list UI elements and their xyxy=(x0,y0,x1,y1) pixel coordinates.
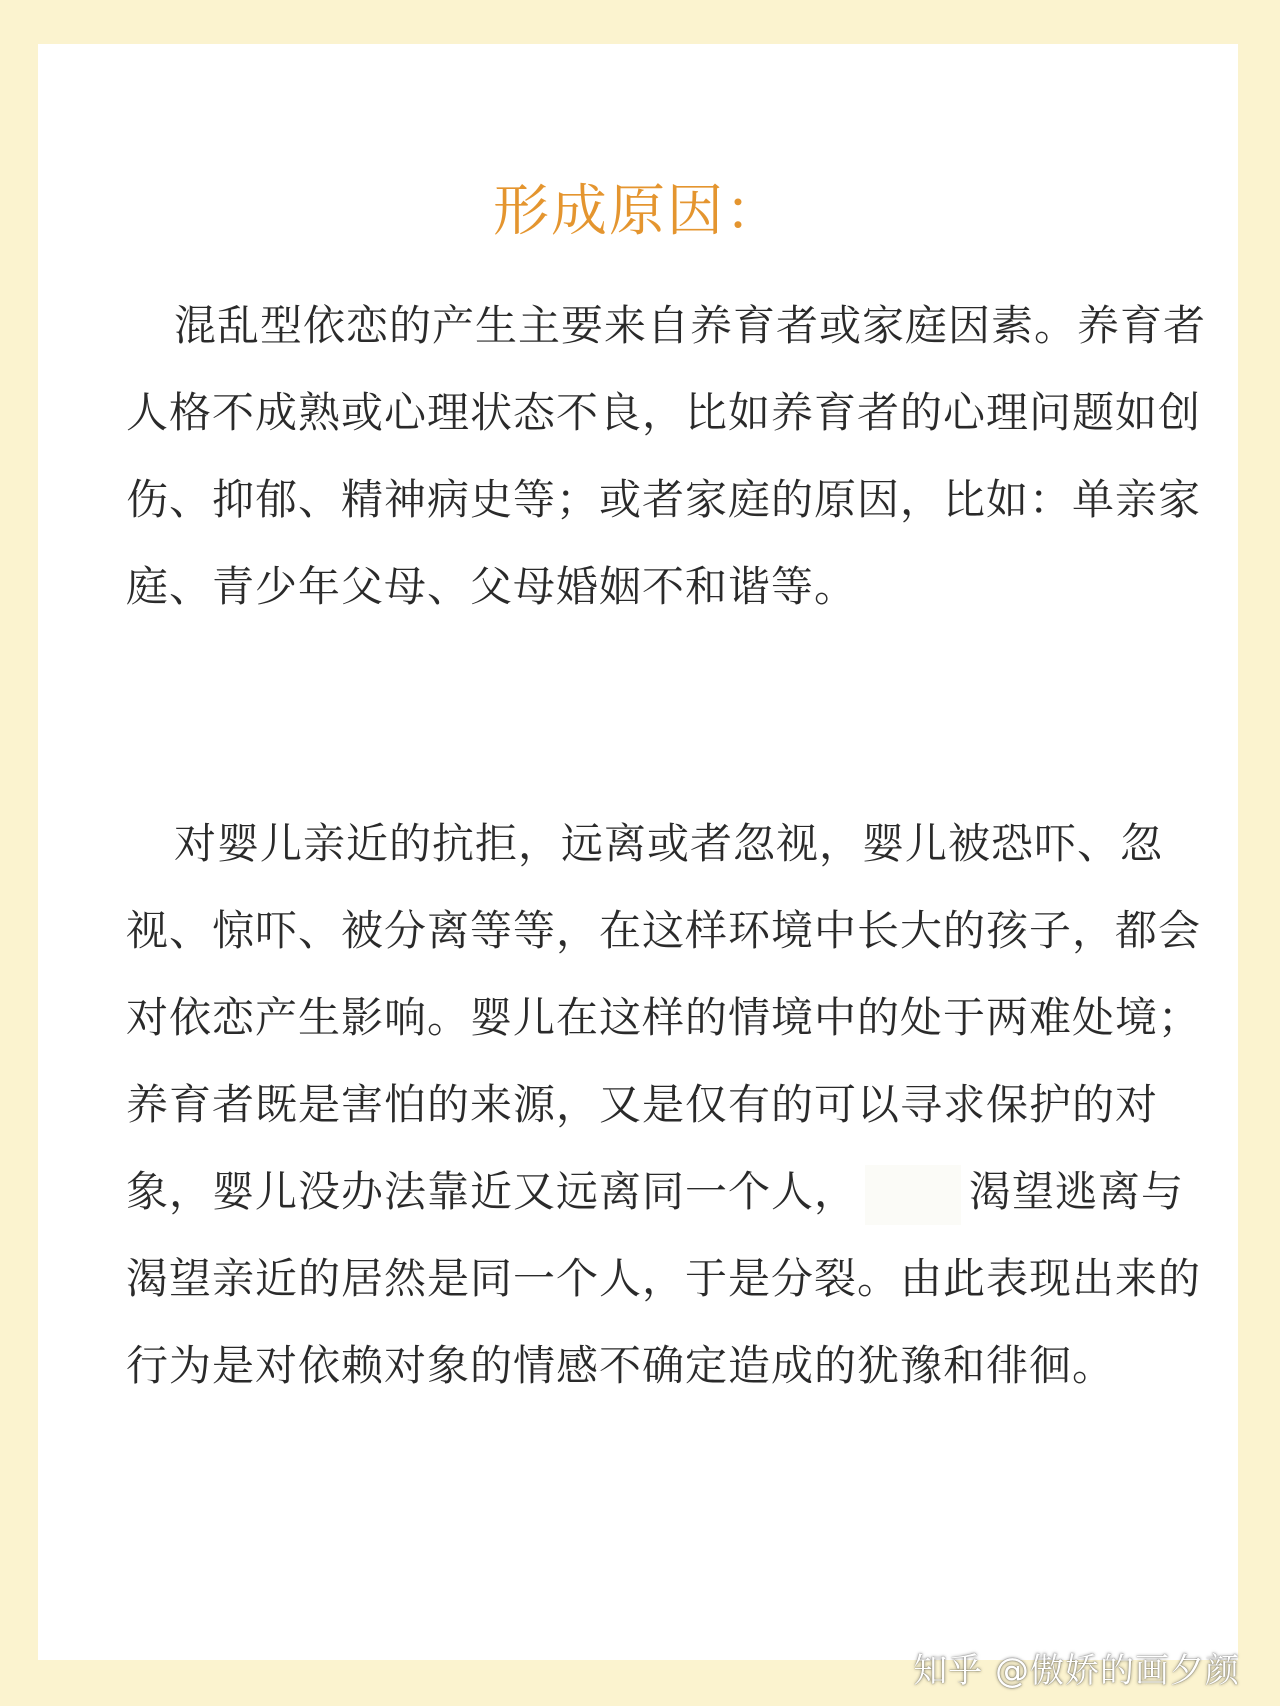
paragraph-2-text-a: 对婴儿亲近的抗拒，远离或者忽视，婴儿被恐吓、忽视、惊吓、被分离等等，在这样环境中长大的孩子，都会对依恋产生影响。婴儿在这样的情境中的处于两难处境；养育者既是害怕的来源，又是仅有的可以寻求保护的对象，婴儿没办法靠近又远离同一个人， xyxy=(126,819,1202,1216)
paragraph-2-text-b: 渴望逃离与渴望亲近的居然是同一个人，于是分裂。由此表现出来的行为是对依赖对象的情感不确定造成的犹豫和徘徊。 xyxy=(126,1167,1202,1390)
content-card xyxy=(38,44,1238,1660)
zhihu-watermark: 知乎 @傲娇的画夕颜 xyxy=(913,1651,1240,1691)
paragraph-1-text: 混乱型依恋的产生主要来自养育者或家庭因素。养育者人格不成熟或心理状态不良，比如养育者的心理问题如创伤、抑郁、精神病史等；或者家庭的原因，比如：单亲家庭、青少年父母、父母婚姻不和谐等。 xyxy=(126,301,1207,611)
paragraph-infant-experience xyxy=(126,800,1216,1409)
blank-patch xyxy=(865,1165,961,1225)
page-title: 形成原因： xyxy=(493,179,783,244)
paragraph-causes xyxy=(126,282,1216,630)
